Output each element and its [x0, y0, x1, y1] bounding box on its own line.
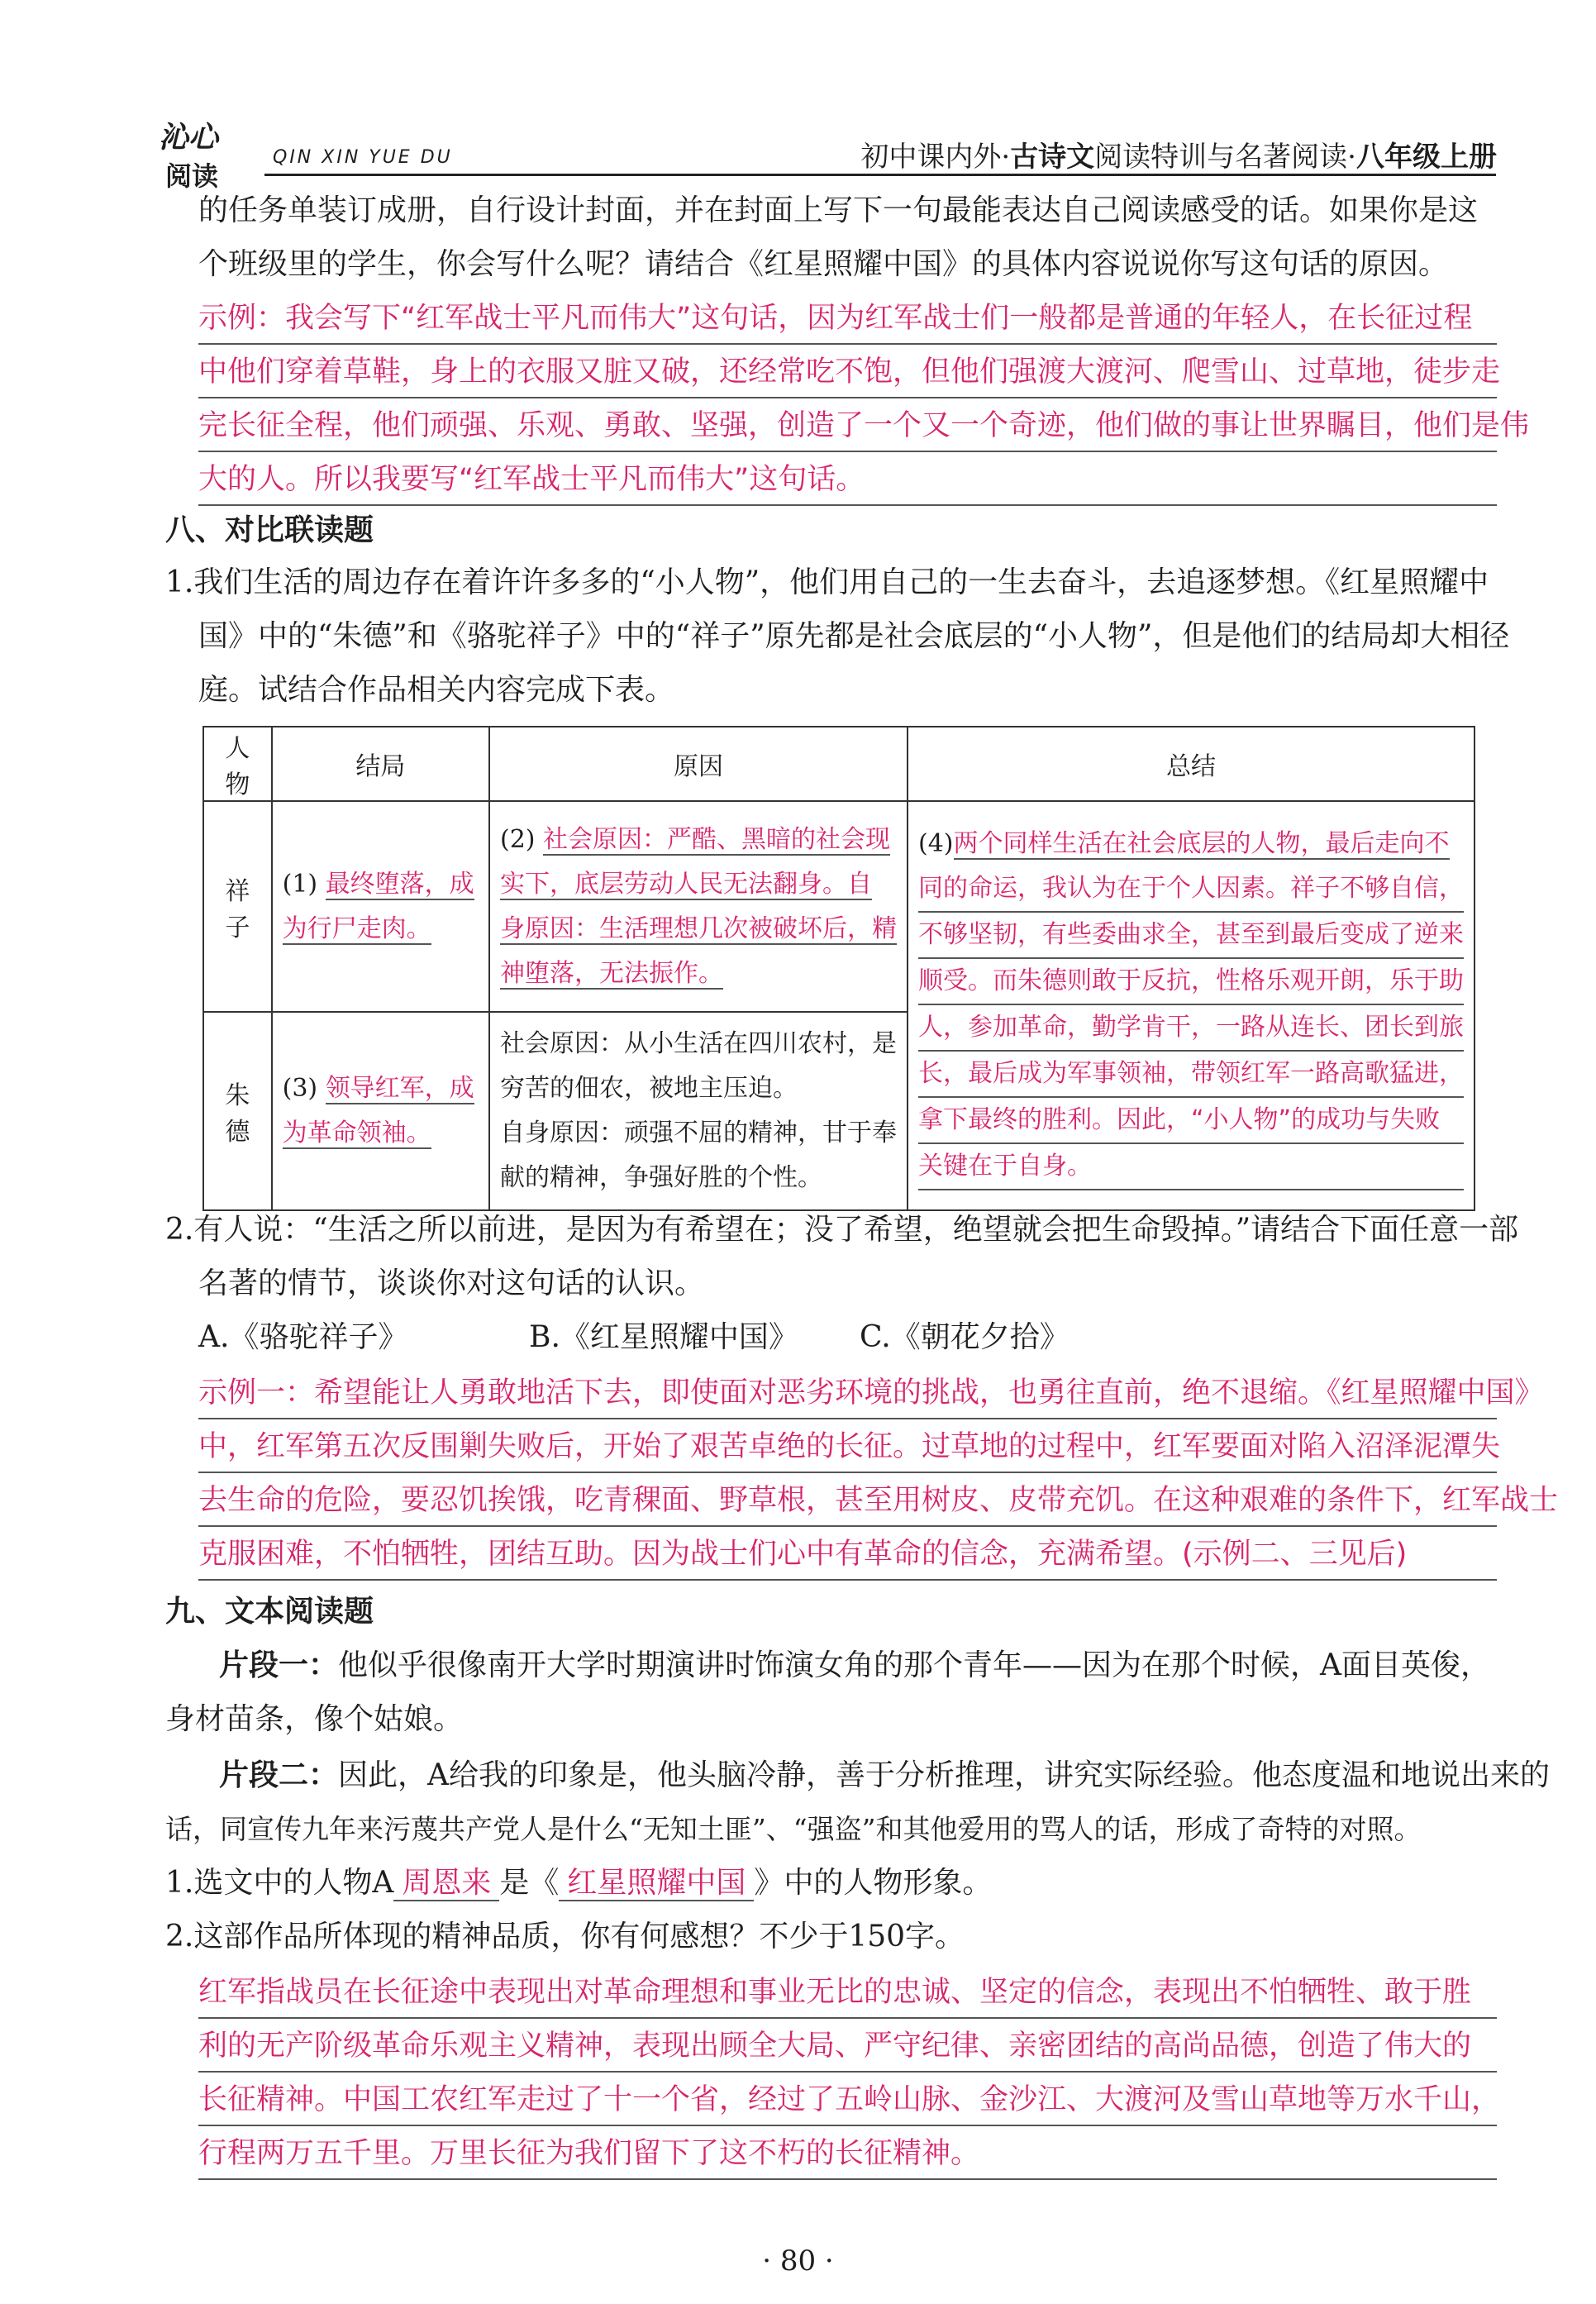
book-title: 初中课内外·古诗文阅读特训与名著阅读·八年级上册	[860, 141, 1497, 174]
passage-line: 话，同宣传九年来污蔑共产党人是什么“无知土匪”、“强盗”和其他爱用的骂人的话，形成了奇特的对照。	[165, 1813, 1422, 1845]
answer-line: 大的人。所以我要写“红军战士平凡而伟大”这句话。	[198, 455, 1497, 506]
section-title: 九、文本阅读题	[165, 1595, 374, 1629]
character-name: 朱德	[203, 1012, 272, 1210]
option-c: C.《朝花夕拾》	[860, 1320, 1070, 1354]
summary-cell: (4)两个同样生活在社会底层的人物，最后走向不 同的命运，我认为在于个人因素。祥子不够自信， 不够坚韧，有些委曲求全，甚至到最后变成了逆来 顺受。而朱德则敢于反抗，性格乐观开朗，乐于助 人，参加革命，勤学肯干，一路从连长、团长到旅 长，最后成为军事领袖，带领红军一路高歌猛进， 拿下最终的胜利。因此，“小人物”的成功与失败 关键在于自身。	[908, 801, 1475, 1210]
passage-line: 片段一：他似乎很像南开大学时期演讲时饰演女角的那个青年——因为在那个时候，A面目英俊，	[219, 1648, 1491, 1682]
answer-line: 红军指战员在长征途中表现出对革命理想和事业无比的忠诚、坚定的信念，表现出不怕牺牲、敢于胜	[198, 1968, 1497, 2019]
answer-line: 克服困难，不怕牺牲，团结互助。因为战士们心中有革命的信念，充满希望。(示例二、三见后)	[198, 1529, 1497, 1581]
reason-cell: (2) 社会原因：严酷、黑暗的社会现 实下，底层劳动人民无法翻身。自 身原因：生活理想几次被破坏后，精 神堕落，无法振作。	[489, 801, 908, 1012]
page-number: · 80 ·	[762, 2244, 834, 2278]
table-header: 原因	[489, 727, 908, 801]
ending-cell: (1) 最终堕落，成 为行尸走肉。	[272, 801, 489, 1012]
table-header: 人物	[203, 727, 272, 801]
comparison-table	[202, 726, 1475, 1211]
passage-line: 身材苗条，像个姑娘。	[165, 1702, 464, 1736]
character-name: 祥子	[203, 801, 272, 1012]
option-a: A.《骆驼祥子》	[198, 1320, 408, 1354]
question-line: 名著的情节，谈谈你对这句话的认识。	[198, 1266, 705, 1300]
passage-line: 片段二：因此，A给我的印象是，他头脑冷静，善于分析推理，讲究实际经验。他态度温和地说出来的	[219, 1758, 1551, 1792]
reason-cell: 社会原因：从小生活在四川农村，是 穷苦的佃农，被地主压迫。 自身原因：顽强不屈的精神，甘于奉 献的精神，争强好胜的个性。	[489, 1012, 908, 1210]
question-line: 国》中的“朱德”和《骆驼祥子》中的“祥子”原先都是社会底层的“小人物”，但是他们的结局却大相径	[198, 619, 1510, 653]
answer-line: 示例一：希望能让人勇敢地活下去，即使面对恶劣环境的挑战，也勇往直前，绝不退缩。《红星照耀中国》	[198, 1368, 1497, 1419]
table-header: 总结	[908, 727, 1475, 801]
table-header: 结局	[272, 727, 489, 801]
answer-line: 中他们穿着草鞋，身上的衣服又脏又破，还经常吃不饱，但他们强渡大渡河、爬雪山、过草地，徒步走	[198, 347, 1497, 398]
option-b: B.《红星照耀中国》	[529, 1320, 798, 1354]
question-line: 庭。试结合作品相关内容完成下表。	[198, 673, 675, 707]
question-line: 1.选文中的人物A 周恩来 是《 红星照耀中国 》中的人物形象。	[165, 1866, 993, 1900]
section-title: 八、对比联读题	[165, 513, 374, 547]
intro-line: 个班级里的学生，你会写什么呢？请结合《红星照耀中国》的具体内容说说你写这句话的原因。	[198, 247, 1449, 281]
logo-text-bottom: 阅读	[165, 160, 219, 192]
answer-line: 中，红军第五次反围剿失败后，开始了艰苦卓绝的长征。过草地的过程中，红军要面对陷入沼泽泥潭失	[198, 1422, 1497, 1473]
answer-line: 长征精神。中国工农红军走过了十一个省，经过了五岭山脉、金沙江、大渡河及雪山草地等万水千山，	[198, 2075, 1497, 2126]
answer-line: 完长征全程，他们顽强、乐观、勇敢、坚强，创造了一个又一个奇迹，他们做的事让世界瞩目，他们是伟	[198, 401, 1497, 452]
question-line: 1.我们生活的周边存在着许许多多的“小人物”，他们用自己的一生去奋斗，去追逐梦想。《红星照耀中	[165, 565, 1489, 599]
answer-line: 示例：我会写下“红军战士平凡而伟大”这句话，因为红军战士们一般都是普通的年轻人，在长征过程	[198, 293, 1497, 345]
ending-cell: (3) 领导红军，成 为革命领袖。	[272, 1012, 489, 1210]
question-line: 2.这部作品所体现的精神品质，你有何感想？不少于150字。	[165, 1920, 965, 1953]
intro-line: 的任务单装订成册，自行设计封面，并在封面上写下一句最能表达自己阅读感受的话。如果你是这	[198, 193, 1479, 227]
logo-english: QIN XIN YUE DU	[273, 147, 453, 168]
answer-line: 利的无产阶级革命乐观主义精神，表现出顾全大局、严守纪律、亲密团结的高尚品德，创造了伟大的	[198, 2021, 1497, 2073]
answer-line: 行程两万五千里。万里长征为我们留下了这不朽的长征精神。	[198, 2129, 1497, 2180]
answer-line: 去生命的危险，要忍饥挨饿，吃青稞面、野草根，甚至用树皮、皮带充饥。在这种艰难的条件下，红军战士	[198, 1476, 1497, 1527]
question-line: 2.有人说：“生活之所以前进，是因为有希望在；没了希望，绝望就会把生命毁掉。”请结合下面任意一部	[165, 1213, 1519, 1247]
logo-text-top: 沁心	[159, 120, 219, 155]
